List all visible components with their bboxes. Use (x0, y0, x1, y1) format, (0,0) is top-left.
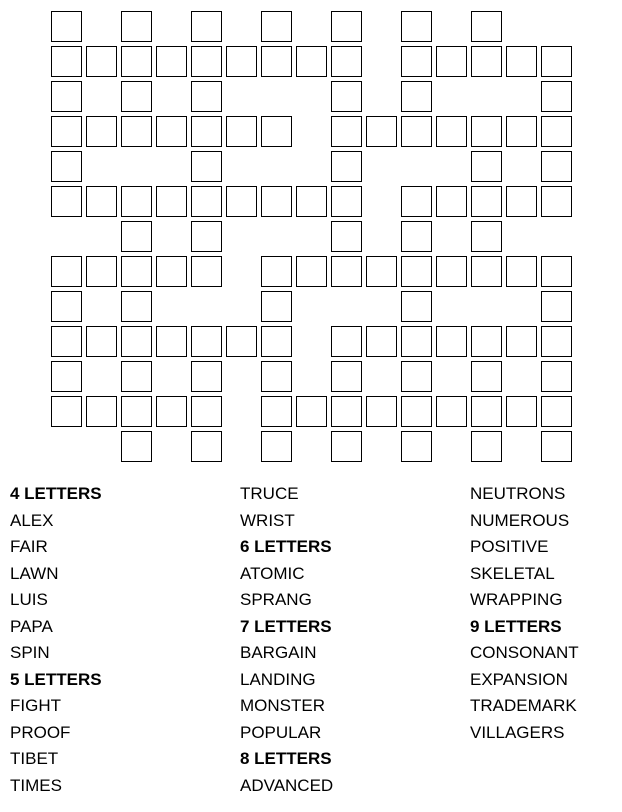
word-list-item: LUIS (10, 590, 48, 610)
grid-cell[interactable] (471, 11, 502, 42)
grid-cell[interactable] (156, 326, 187, 357)
grid-cell[interactable] (401, 256, 432, 287)
grid-cell[interactable] (471, 326, 502, 357)
grid-cell[interactable] (506, 326, 537, 357)
grid-cell[interactable] (331, 81, 362, 112)
word-list-item: TIBET (10, 749, 59, 769)
word-length-heading: 6 LETTERS (240, 537, 332, 557)
word-length-heading: 9 LETTERS (470, 616, 562, 636)
grid-cell[interactable] (261, 396, 292, 427)
grid-cell[interactable] (121, 116, 152, 147)
word-list-item: ADVANCED (240, 776, 334, 796)
grid-cell[interactable] (261, 431, 292, 462)
grid-cell[interactable] (401, 361, 432, 392)
grid-cell[interactable] (261, 256, 292, 287)
grid-cell[interactable] (541, 81, 572, 112)
grid-cell[interactable] (261, 291, 292, 322)
grid-cell[interactable] (191, 361, 222, 392)
word-length-heading: 7 LETTERS (240, 616, 332, 636)
grid-cell[interactable] (331, 11, 362, 42)
grid-cell[interactable] (541, 46, 572, 77)
grid-cell[interactable] (226, 186, 257, 217)
word-list-item: FIGHT (10, 696, 61, 716)
grid-cell[interactable] (436, 396, 467, 427)
word-list-column-3 (470, 481, 579, 746)
word-list-item: WRIST (240, 510, 295, 530)
grid-cell[interactable] (226, 46, 257, 77)
grid-cell[interactable] (51, 116, 82, 147)
grid-cell[interactable] (121, 186, 152, 217)
grid-cell[interactable] (436, 46, 467, 77)
grid-cell[interactable] (51, 256, 82, 287)
grid-cell[interactable] (156, 396, 187, 427)
grid-cell[interactable] (331, 431, 362, 462)
grid-cell[interactable] (226, 326, 257, 357)
grid-cell[interactable] (331, 46, 362, 77)
grid-cell[interactable] (436, 326, 467, 357)
word-list-item: TIMES (10, 776, 62, 796)
grid-cell[interactable] (401, 186, 432, 217)
grid-cell[interactable] (191, 256, 222, 287)
grid-cell[interactable] (436, 116, 467, 147)
grid-cell[interactable] (51, 291, 82, 322)
word-list-item: TRUCE (240, 484, 299, 503)
word-list-column-1 (10, 481, 102, 800)
grid-cell[interactable] (331, 361, 362, 392)
word-list-item: POPULAR (240, 722, 322, 742)
grid-cell[interactable] (51, 81, 82, 112)
grid-cell[interactable] (471, 151, 502, 182)
grid-cell[interactable] (121, 431, 152, 462)
grid-cell[interactable] (401, 116, 432, 147)
grid-cell[interactable] (401, 221, 432, 252)
grid-cell[interactable] (121, 326, 152, 357)
grid-cell[interactable] (296, 186, 327, 217)
grid-cell[interactable] (86, 326, 117, 357)
grid-cell[interactable] (191, 81, 222, 112)
grid-cell[interactable] (331, 256, 362, 287)
grid-cell[interactable] (471, 396, 502, 427)
grid-cell[interactable] (541, 431, 572, 462)
word-list-item: CONSONANT (470, 643, 579, 663)
grid-cell[interactable] (51, 11, 82, 42)
grid-cell[interactable] (541, 326, 572, 357)
word-length-heading: 4 LETTERS (10, 484, 102, 503)
grid-cell[interactable] (51, 326, 82, 357)
grid-cell[interactable] (121, 256, 152, 287)
grid-cell[interactable] (191, 326, 222, 357)
grid-cell[interactable] (156, 186, 187, 217)
grid-cell[interactable] (401, 326, 432, 357)
grid-cell[interactable] (191, 186, 222, 217)
grid-cell[interactable] (366, 256, 397, 287)
grid-cell[interactable] (86, 396, 117, 427)
grid-cell[interactable] (471, 46, 502, 77)
word-list-item: VILLAGERS (470, 722, 565, 742)
grid-cell[interactable] (261, 326, 292, 357)
grid-cell[interactable] (51, 396, 82, 427)
grid-cell[interactable] (86, 256, 117, 287)
grid-cell[interactable] (541, 291, 572, 322)
grid-cell[interactable] (156, 116, 187, 147)
grid-cell[interactable] (156, 46, 187, 77)
grid-cell[interactable] (331, 151, 362, 182)
grid-cell[interactable] (51, 361, 82, 392)
word-list-column-2 (240, 481, 333, 800)
grid-cell[interactable] (156, 256, 187, 287)
grid-cell[interactable] (401, 291, 432, 322)
grid-cell[interactable] (401, 46, 432, 77)
grid-cell[interactable] (121, 11, 152, 42)
word-length-heading: 8 LETTERS (240, 749, 332, 769)
grid-cell[interactable] (261, 116, 292, 147)
word-list-item: NEUTRONS (470, 484, 566, 503)
word-list-item: NUMEROUS (470, 510, 570, 530)
grid-cell[interactable] (191, 221, 222, 252)
grid-cell[interactable] (471, 256, 502, 287)
grid-cell[interactable] (366, 116, 397, 147)
grid-cell[interactable] (86, 46, 117, 77)
grid-cell[interactable] (121, 46, 152, 77)
grid-cell[interactable] (296, 46, 327, 77)
grid-cell[interactable] (541, 396, 572, 427)
grid-cell[interactable] (541, 116, 572, 147)
grid-cell[interactable] (191, 396, 222, 427)
grid-cell[interactable] (401, 396, 432, 427)
word-list-item: ALEX (10, 510, 54, 530)
word-list-item: EXPANSION (470, 669, 568, 689)
word-list-item: BARGAIN (240, 643, 317, 663)
grid-cell[interactable] (121, 396, 152, 427)
grid-cell[interactable] (506, 46, 537, 77)
grid-cell[interactable] (401, 431, 432, 462)
grid-cell[interactable] (261, 46, 292, 77)
grid-cell[interactable] (51, 151, 82, 182)
word-list-item: ATOMIC (240, 563, 305, 583)
grid-cell[interactable] (331, 116, 362, 147)
grid-cell[interactable] (296, 396, 327, 427)
grid-cell[interactable] (51, 46, 82, 77)
grid-cell[interactable] (191, 151, 222, 182)
grid-cell[interactable] (401, 11, 432, 42)
word-list-item: PROOF (10, 722, 71, 742)
grid-cell[interactable] (331, 326, 362, 357)
grid-cell[interactable] (191, 431, 222, 462)
grid-cell[interactable] (86, 116, 117, 147)
grid-cell[interactable] (471, 431, 502, 462)
word-list-item: SPIN (10, 643, 50, 663)
grid-cell[interactable] (261, 361, 292, 392)
word-list-item: MONSTER (240, 696, 325, 716)
grid-cell[interactable] (541, 361, 572, 392)
grid-cell[interactable] (191, 46, 222, 77)
word-list-item: TRADEMARK (470, 696, 577, 716)
grid-cell[interactable] (121, 291, 152, 322)
grid-cell[interactable] (51, 186, 82, 217)
grid-cell[interactable] (296, 256, 327, 287)
grid-cell[interactable] (121, 361, 152, 392)
grid-cell[interactable] (471, 221, 502, 252)
grid-cell[interactable] (401, 81, 432, 112)
grid-cell[interactable] (471, 361, 502, 392)
grid-cell[interactable] (506, 256, 537, 287)
word-list-item: POSITIVE (470, 537, 549, 557)
grid-cell[interactable] (471, 116, 502, 147)
grid-cell[interactable] (506, 186, 537, 217)
grid-cell[interactable] (261, 11, 292, 42)
word-list-item: LANDING (240, 669, 316, 689)
word-list-item: SPRANG (240, 590, 312, 610)
grid-cell[interactable] (436, 186, 467, 217)
grid-cell[interactable] (191, 11, 222, 42)
grid-cell[interactable] (226, 116, 257, 147)
grid-cell[interactable] (541, 186, 572, 217)
grid-cell[interactable] (331, 186, 362, 217)
grid-cell[interactable] (86, 186, 117, 217)
word-list-item: LAWN (10, 563, 59, 583)
grid-cell[interactable] (191, 116, 222, 147)
word-length-heading: 5 LETTERS (10, 669, 102, 689)
grid-cell[interactable] (506, 396, 537, 427)
grid-cell[interactable] (506, 116, 537, 147)
grid-cell[interactable] (331, 396, 362, 427)
grid-cell[interactable] (121, 221, 152, 252)
grid-cell[interactable] (261, 186, 292, 217)
grid-cell[interactable] (541, 151, 572, 182)
grid-cell[interactable] (331, 221, 362, 252)
grid-cell[interactable] (471, 186, 502, 217)
grid-cell[interactable] (541, 256, 572, 287)
word-list-item: SKELETAL (470, 563, 555, 583)
word-list-item: PAPA (10, 616, 53, 636)
grid-cell[interactable] (121, 81, 152, 112)
grid-cell[interactable] (366, 326, 397, 357)
word-list-item: FAIR (10, 537, 48, 557)
grid-cell[interactable] (436, 256, 467, 287)
word-list-item: WRAPPING (470, 590, 563, 610)
grid-cell[interactable] (366, 396, 397, 427)
